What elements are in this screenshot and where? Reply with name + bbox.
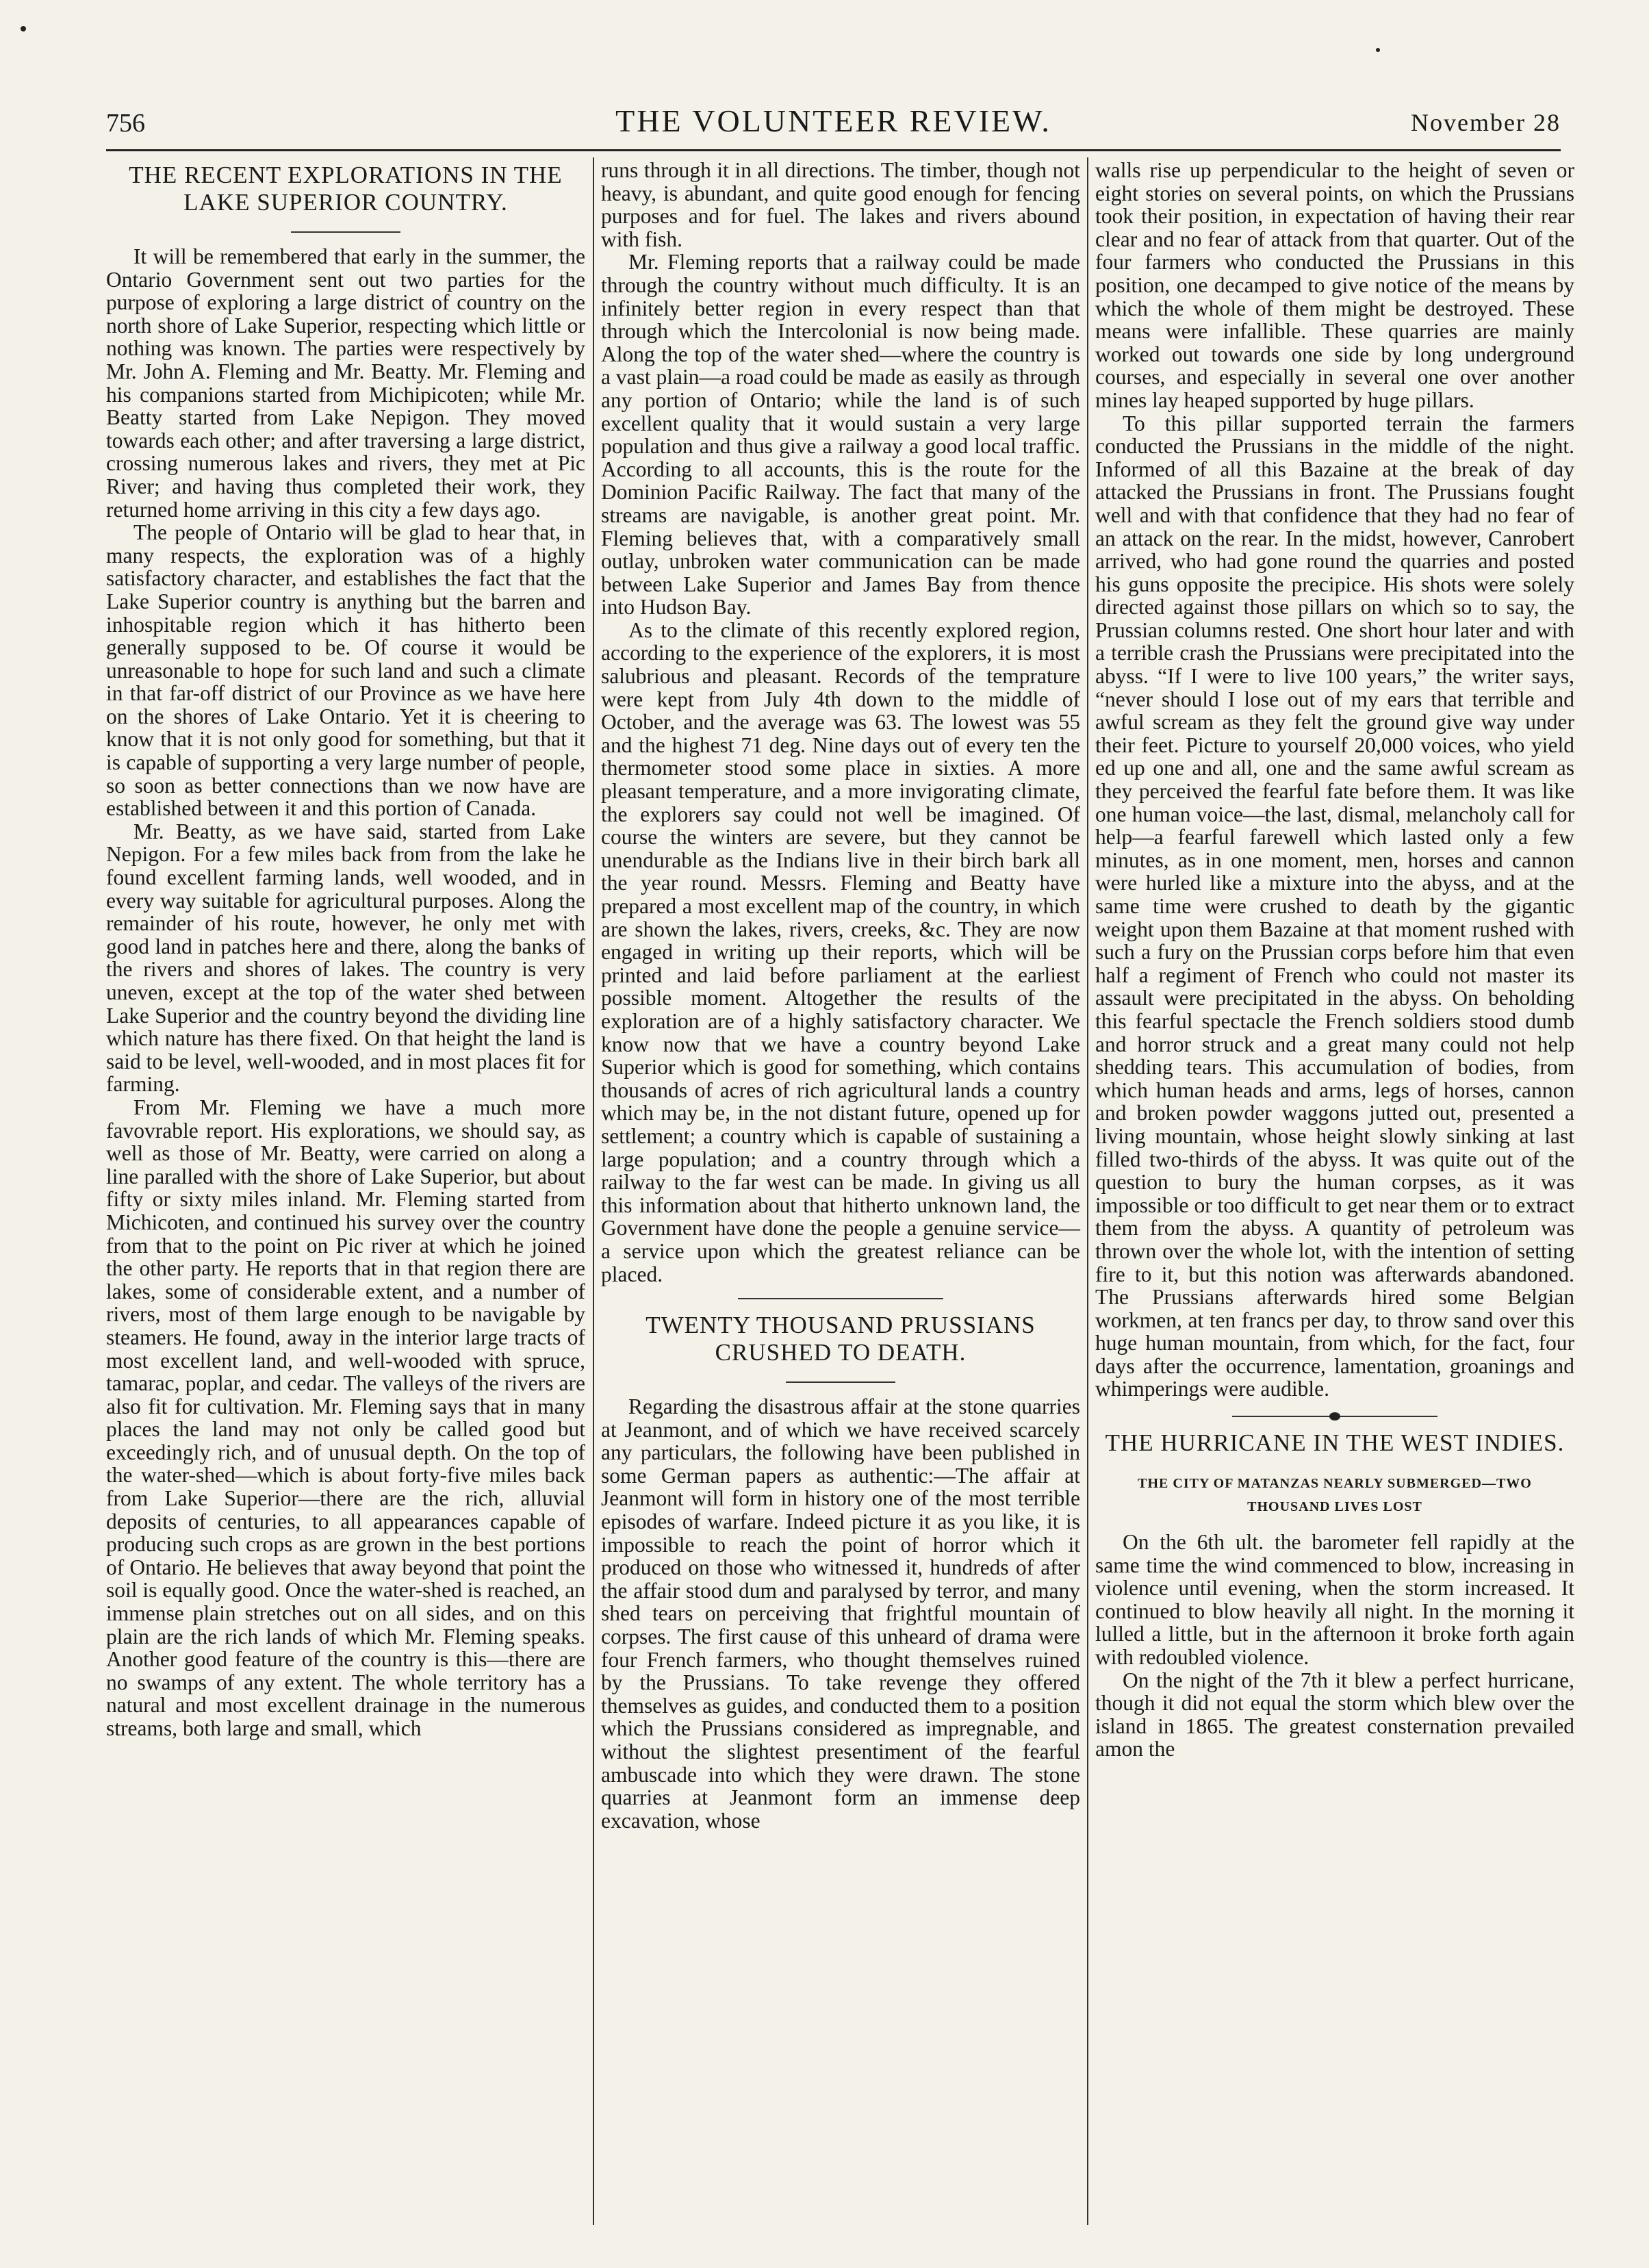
article-title: THE RECENT EXPLORATIONS IN THE LAKE SUPERIOR COUNTRY. [129,162,563,216]
column-divider [593,157,594,2225]
paragraph: runs through it in all directions. The timber, though not heavy, is abundant, and quite good enough for fencing purposes and for fuel. The lakes and rivers abound with fish. [601,158,1080,251]
page-number: 756 [106,109,145,138]
column-3 [1095,159,1574,1761]
title-rule [291,231,400,233]
paragraph: To this pillar supported terrain the farmers conducted the Prussians in the middle of the night. Informed of all this Bazaine at the break of day attacked the Prussians in front. The Prussians fought well and with that confidence that they had no fear of an attack on the rear. In the midst, however, Canrobert arrived, who had gone round the quarries and posted his guns opposite the precipice. His shots were solely directed against those pillars on which so to say, the Prussian columns rested. One short hour later and with a terrible crash the Prussians were precipitated into the abyss. “If I were to live 100 years,” the writer says, “never should I lose out of my ears that terrible and awful scream as they felt the ground give way under their feet. Picture to yourself 20,000 voices, who yield ed up one and all, one and the same awful scream as they perceived the fearful fate before them. It was like one human voice—the last, dismal, melancholy call for help—a fearful farewell which lasted only a few minutes, as in one moment, men, horses and cannon were hurled like a mixture into the abyss, and at the same time were crushed to death by the gigantic weight upon them Bazaine at that moment rushed with such a fury on the Prussian corps before him that even half a regiment of French who could not master its assault were precipitated in the abyss. On beholding this fearful spectacle the French soldiers stood dumb and horror struck and a great many could not help shedding tears. This accumulation of bodies, from which human heads and arms, legs of horses, cannon and broken powder waggons jutted out, presented a living mountain, whose height slowly sinking at last filled two-thirds of the abyss. It was quite out of the question to bury the human corpses, as it was impossible or too difficult to get near them or to extract them from the abyss. A quantity of petroleum was thrown over the whole lot, with the intention of setting fire to it, but this notion was afterwards abandoned. The Prussians afterwards hired some Belgian workmen, at ten francs per day, to throw sand over this huge human mountain, from which, for the fact, four days after the occurrence, lamentation, groanings and whimperings were audible. [1095,411,1574,1401]
page-header [106,103,1561,144]
paragraph: The people of Ontario will be glad to hear that, in many respects, the exploration was of a highly satisfactory character, and establishes the fact that the Lake Superior country is anything but the barren and inhospitable region which it has hitherto been generally supposed to be. Of course it would be unreasonable to hope for such land and such a climate in that far-off district of our Province as we have here on the shores of Lake Ontario. Yet it is cheering to know that it is not only good for something, but that it is capable of supporting a very large number of people, so soon as better connections than we now have are established between it and this portion of Canada. [106,520,585,821]
paragraph: It will be remembered that early in the summer, the Ontario Government sent out two parties for the purpose of exploring a large district of country on the north shore of Lake Superior, respecting which little or nothing was known. The parties were respectively by Mr. John A. Fleming and Mr. Beatty. Mr. Fleming and his companions started from Michipicoten; while Mr. Beatty started from Lake Nepigon. They moved towards each other; and after traversing a large district, crossing numerous lakes and rivers, they met at Pic River; and having thus completed their work, they returned home arriving in this city a few days ago. [106,244,585,522]
article-subtitle: THE CITY OF MATANZAS NEARLY SUBMERGED—TWO THOUSAND LIVES LOST [1138,1476,1532,1515]
title-rule [786,1381,895,1383]
paragraph: Mr. Fleming reports that a railway could be made through the country without much difficulty. It is an infinitely better region in every respect than that through which the Intercolonial is now being made. Along the top of the water shed—where the country is a vast plain—a road could be made as easily as through any portion of Ontario; while the land is of such excellent quality that it would sustain a very large population and thus give a railway a good local traffic. According to all accounts, this is the route for the Dominion Pacific Railway. The fact that many of the streams are navigable, is another great point. Mr. Fleming believes that, with a comparatively small outlay, unbroken water communication can be made between Lake Superior and James Bay from thence into Hudson Bay. [601,250,1080,620]
article-title: TWENTY THOUSAND PRUSSIANS CRUSHED TO DEATH. [645,1312,1036,1366]
paragraph: From Mr. Fleming we have a much more favovrable report. His explorations, we should say, as well as those of Mr. Beatty, were carried on along a line paralled with the shore of Lake Superior, but about fifty or sixty miles inland. Mr. Fleming started from Michicoten, and continued his survey over the country from that to the point on Pic river at which he joined the other party. He reports that in that region there are lakes, some of considerable extent, and a number of rivers, most of them large enough to be navigable by steamers. He found, away in the interior large tracts of most excellent land, and well-wooded with spruce, tamarac, poplar, and cedar. The valleys of the rivers are also fit for cultivation. Mr. Fleming says that in many places the land may not only be called good but exceedingly rich, and of unusual depth. On the top of the water-shed—which is about forty-five miles back from Lake Superior—there are the rich, alluvial deposits of centuries, to all appearances capable of producing such crops as are grown in the best portions of Ontario. He believes that away beyond that point the soil is equally good. Once the water-shed is reached, an immense plain stretches out on all sides, and on this plain are the rich lands of which Mr. Fleming speaks. Another good feature of the country is this—there are no swamps of any extent. The whole territory has a natural and most excellent drainage in the numerous streams, both large and small, which [106,1095,586,1740]
masthead: THE VOLUNTEER REVIEW. [615,103,1051,138]
page-mark [1376,48,1380,52]
issue-date: November 28 [1411,109,1561,136]
paragraph: On the 6th ult. the barometer fell rapidly at the same time the wind commenced to blow, increasing in violence until evening, when the storm increased. It continued to blow heavily all night. In the morning it lulled a little, but in the afternoon it broke forth again with redoubled violence. [1095,1530,1574,1670]
page-mark [21,26,26,31]
paragraph: Regarding the disastrous affair at the stone quarries at Jeanmont, and of which we have received scarcely any particulars, the following have been published in some German papers as authentic:—The affair at Jeanmont will form in history one of the most terrible episodes of warfare. Indeed picture it as you like, it is impossible to reach the point of horror which it produced on those who witnessed it, hundreds of after the affair stood dum and paralysed by terror, and many shed tears on perceiving that frightful mountain of corpses. The first cause of this unheard of drama were four French farmers, who thought themselves ruined by the Prussians. To take revenge they offered themselves as guides, and conducted them to a position which the Prussians considered as impregnable, and without the slightest presentiment of the fearful ambuscade into which they were drawn. The stone quarries at Jeanmont form an immense deep excavation, whose [601,1394,1080,1833]
header-rule [106,149,1561,151]
paragraph: walls rise up perpendicular to the height of seven or eight stories on several points, on which the Prussians took their position, in expectation of having their rear clear and no fear of attack from that quarter. Out of the four farmers who conducted the Prussians in this position, one decamped to give notice of the means by which the whole of them might be destroyed. These means were infallible. These quarries are mainly worked out towards one side by long underground courses, and especially in several one over another mines lay heaped supported by huge pillars. [1095,158,1574,412]
column-1 [106,159,585,1740]
article-title: THE HURRICANE IN THE WEST INDIES. [1105,1429,1565,1457]
column-divider [1087,157,1088,2225]
column-2 [601,159,1080,1832]
paragraph: Mr. Beatty, as we have said, started from Lake Nepigon. For a few miles back from from the lake he found excellent farming lands, well wooded, and in every way suitable for agricultural purposes. Along the remainder of his route, however, he only met with good land in patches here and there, along the banks of the rivers and shores of lakes. The country is very uneven, except at the top of the water shed between Lake Superior and the country beyond the dividing line which nature has there fixed. On that height the land is said to be level, well-wooded, and in most places fit for farming. [106,819,585,1097]
article-separator [738,1298,943,1299]
article-separator [1232,1416,1437,1417]
paragraph: On the night of the 7th it blew a perfect hurricane, though it did not equal the storm which blew over the island in 1865. The greatest consternation prevailed amon the [1095,1668,1574,1761]
paragraph: As to the climate of this recently explored region, according to the experience of the explorers, it is most salubrious and pleasant. Records of the temprature were kept from July 4th down to the middle of October, and the average was 63. The lowest was 55 and the highest 71 deg. Nine days out of every ten the thermometer stood some place in sixties. A more pleasant temperature, and a more invigorating climate, the explorers say could not well be imagined. Of course the winters are severe, but they cannot be unendurable as the Indians live in their birch bark all the year round. Messrs. Fleming and Beatty have prepared a most excellent map of the country, in which are shown the lakes, rivers, creeks, &c. They are now engaged in writing up their reports, which will be printed and laid before parliament at the earliest possible moment. Altogether the results of the exploration are of a highly satisfactory character. We know now that we have a country beyond Lake Superior which is good for something, which contains thousands of acres of rich agricultural lands a country which may be, in the not distant future, opened up for settlement; a country which is capable of sustaining a large population; and a country through which a railway to the far west can be made. In giving us all this information about that hitherto unknown land, the Government have done the people a genuine service—a service upon which the greatest reliance can be placed. [601,617,1080,1286]
